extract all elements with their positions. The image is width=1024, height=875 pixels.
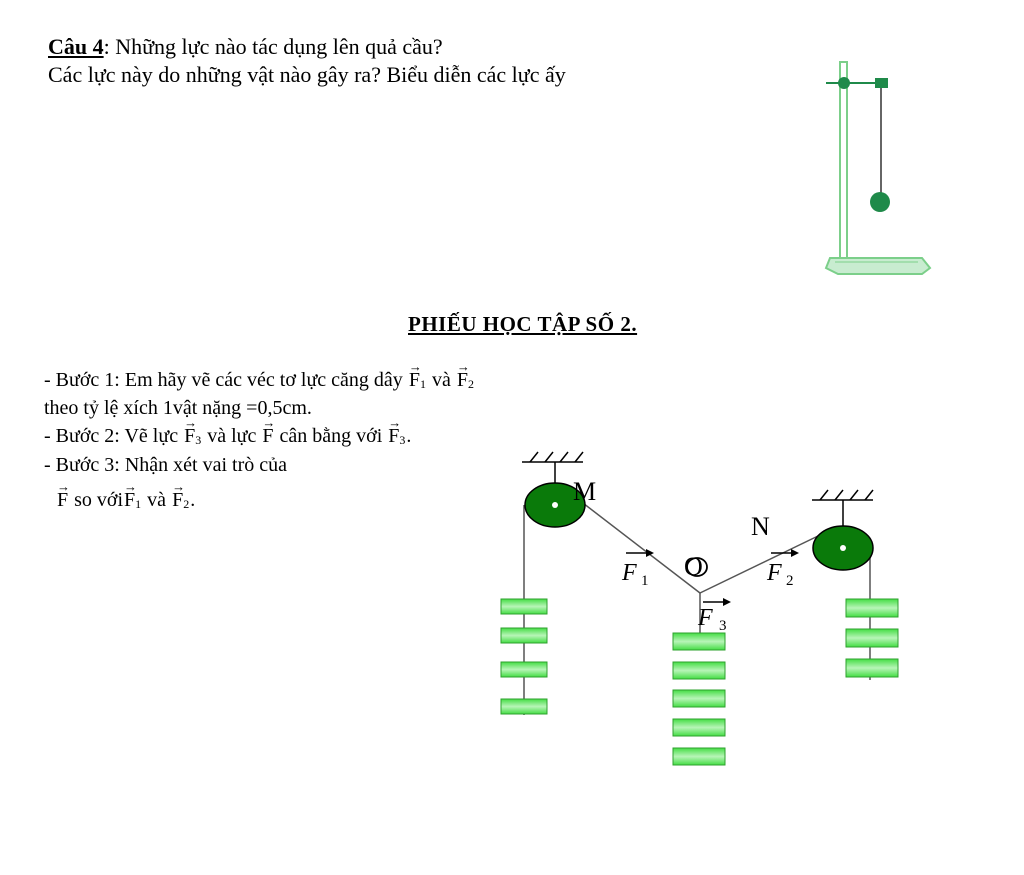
weight [673,748,725,765]
weights-right [846,599,898,677]
step-3-dot: . [190,489,196,511]
ceiling-left [522,452,583,462]
weight [501,699,547,714]
weight [673,719,725,736]
weight [501,662,547,677]
label-O: O [684,552,703,581]
vector-F2-label [766,549,799,589]
step-1-and: và [431,369,451,391]
step-3-so: so với [74,489,124,511]
step-3-line-1: - Bước 3: Nhận xét vai trò của [44,454,288,476]
worksheet-title: PHIẾU HỌC TẬP SỐ 2. [408,312,638,336]
svg-text:3: 3 [719,618,727,634]
vector-F1-symbol-2: → $F_1$ [123,488,142,516]
weights-middle [673,633,725,765]
weight [673,633,725,650]
vector-F-symbol-2: → F [56,488,69,512]
vector-F1-label [621,549,654,589]
step-3-and: và [147,489,167,511]
svg-text:1: 1 [641,573,649,589]
vector-F1-symbol: → $F_1$ [408,368,427,396]
step-1-line-2: theo tỷ lệ xích 1vật nặng =0,5cm. [44,397,312,419]
ceiling-right [812,490,873,500]
step-1-text: - Bước 1: Em hãy vẽ các véc tơ lực căng dây [44,369,403,391]
question-text-1: : Những lực nào tác dụng lên quả cầu? [103,34,443,59]
vector-F3-symbol-2: → $F_3$ [387,424,406,452]
pulley-left-axle [552,502,558,508]
label-M: M [573,477,597,506]
weight [846,599,898,617]
question-label: Câu 4 [48,34,104,59]
svg-text:F: F [622,560,637,586]
weight [673,662,725,679]
svg-text:2: 2 [786,573,794,589]
weight [673,690,725,707]
svg-text:F: F [698,605,713,631]
step-2-dot: . [406,425,412,447]
step-2-text: - Bước 2: Vẽ lực [44,425,179,447]
pulley-right-axle [840,545,846,551]
weight [846,629,898,647]
label-N: N [751,512,770,541]
step-2-mid: và lực [207,425,257,447]
vector-F-symbol: → F [261,424,274,448]
vector-F3-label [697,598,731,634]
string-O-N [700,536,818,593]
vector-F2-symbol-2: → $F_2$ [171,488,190,516]
svg-text:F: F [767,560,782,586]
weight [501,599,547,614]
weight [501,628,547,643]
step-2-end: cân bằng với [279,425,383,447]
vector-F2-symbol: → $F_2$ [456,368,475,396]
question-line-2: Các lực này do những vật nào gây ra? Biểu diễn các lực ấy [48,62,566,87]
weight [846,659,898,677]
vector-F3-symbol: → $F_3$ [183,424,202,452]
